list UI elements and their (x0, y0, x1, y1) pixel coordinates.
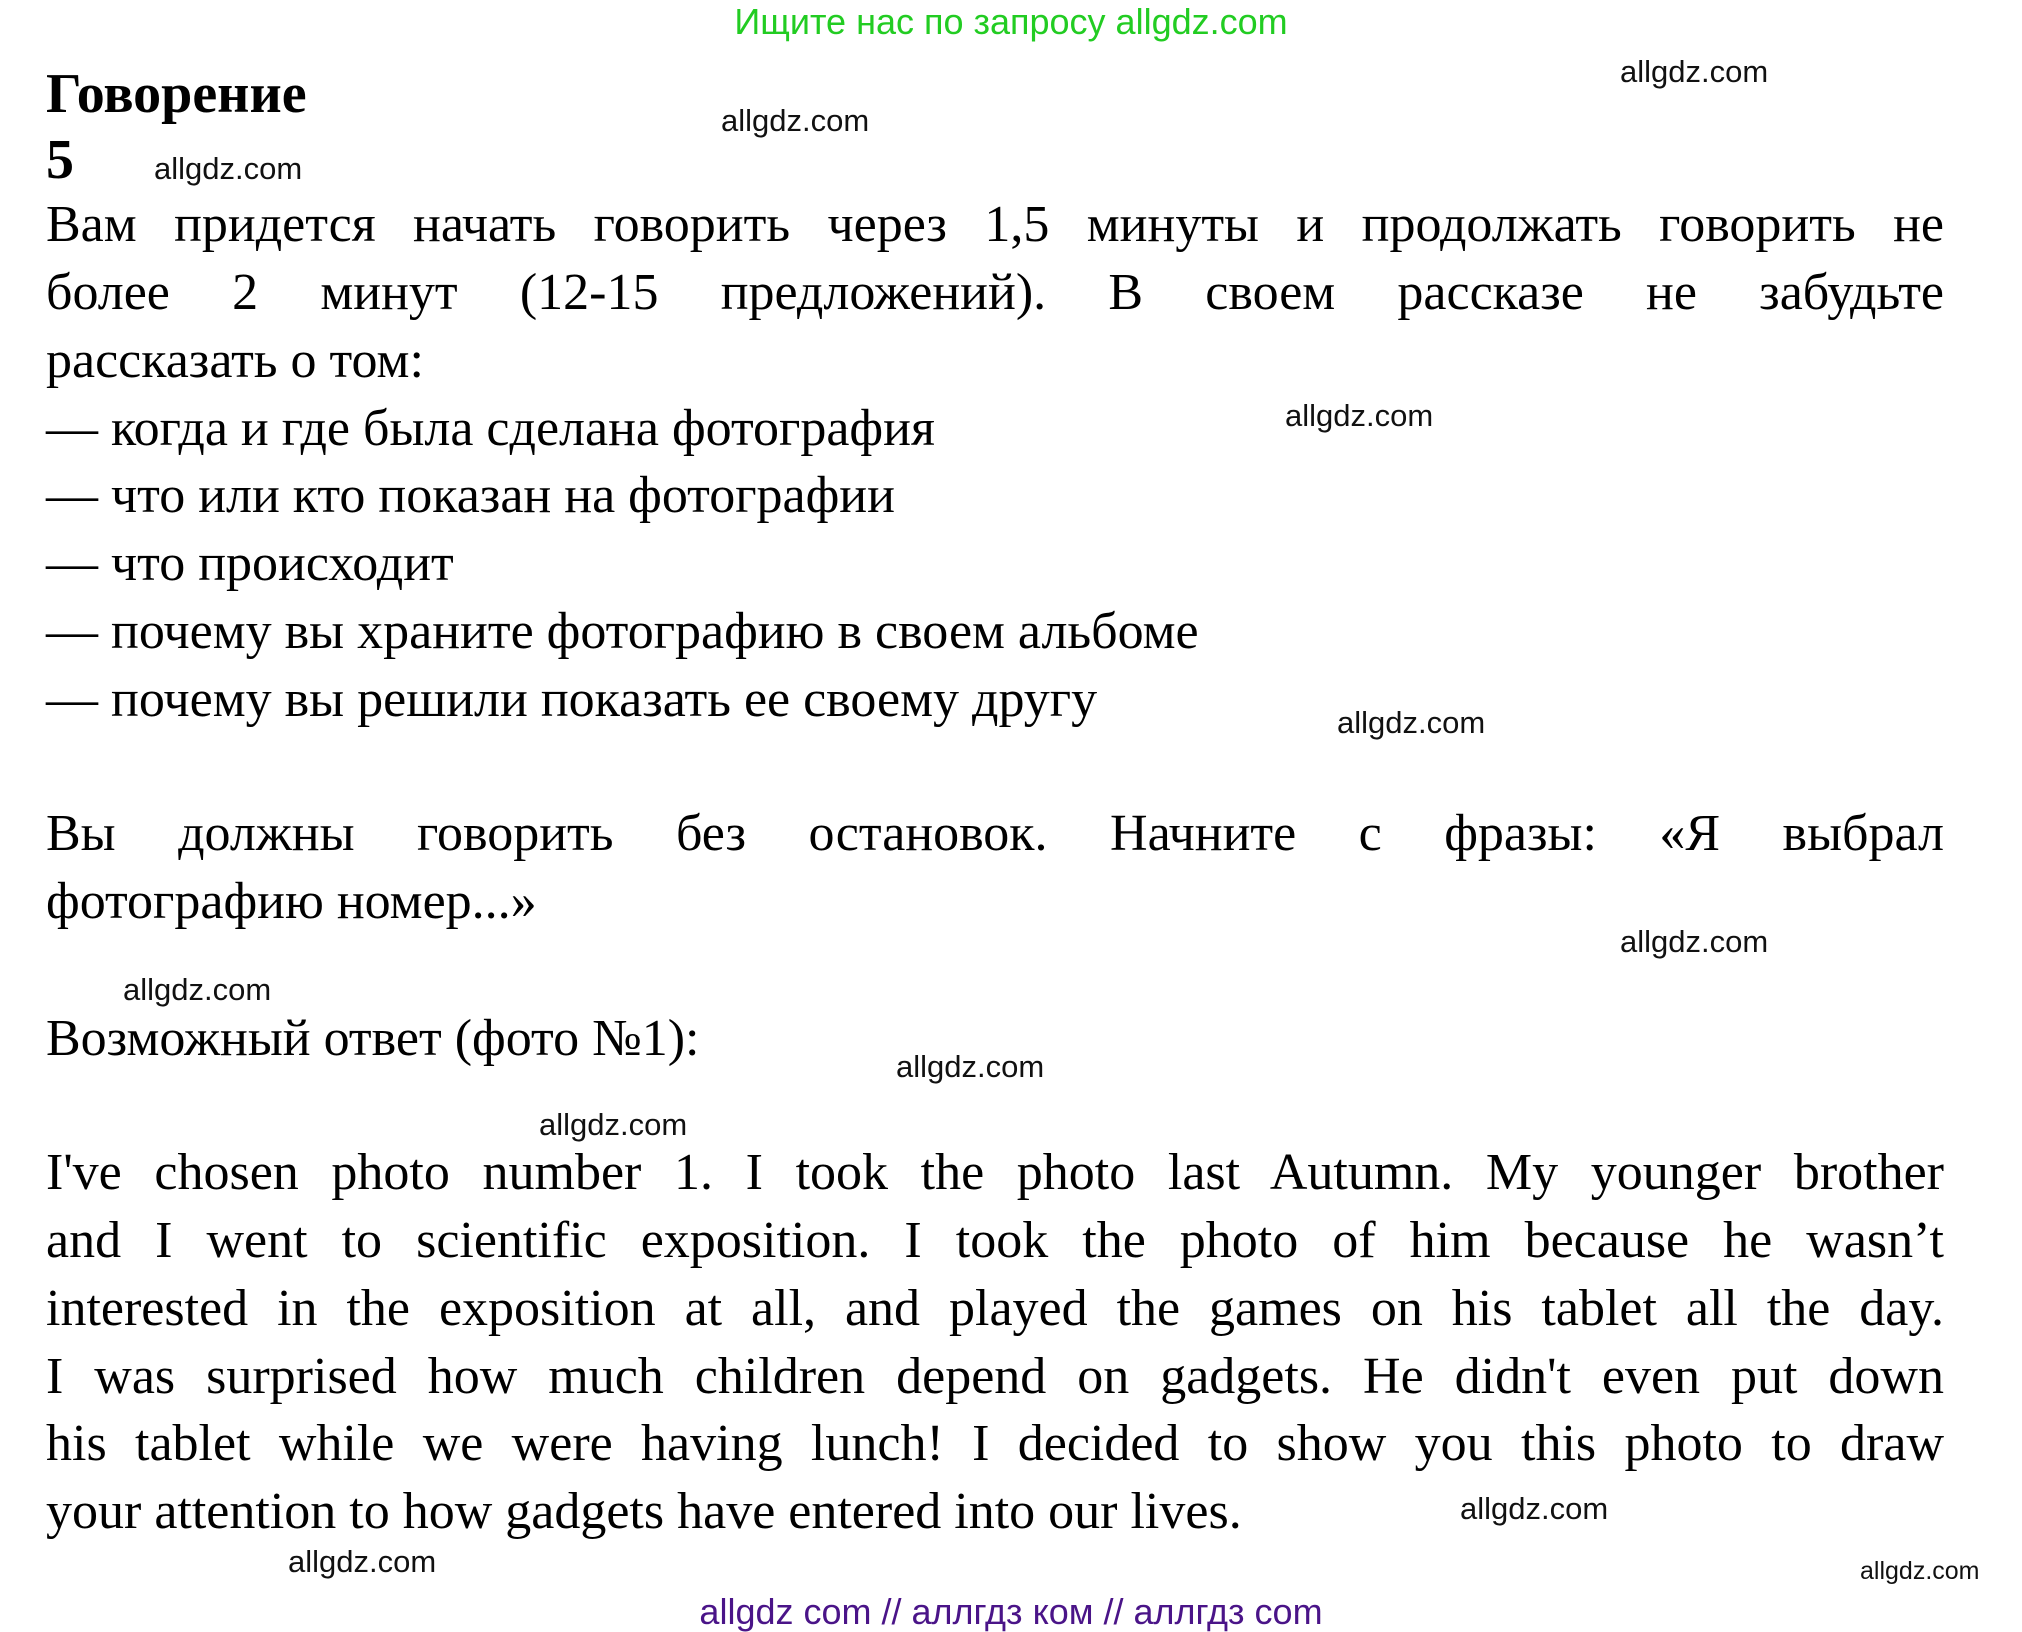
instruction-line: более 2 минут (12-15 предложений). В своем рассказе не забудьте (46, 264, 1944, 321)
watermark: allgdz.com (288, 1544, 437, 1579)
instruction-point: — что или кто показан на фотографии (46, 467, 895, 524)
answer-line: I've chosen photo number 1. I took the photo last Autumn. My younger brother (46, 1144, 1944, 1201)
instruction-point: — что происходит (46, 535, 454, 592)
instruction-point: — почему вы решили показать ее своему другу (46, 671, 1098, 728)
footer-banner: allgdz com // аллгдз ком // аллгдз com (699, 1591, 1323, 1632)
answer-line: your attention to how gadgets have entered into our lives. (46, 1483, 1242, 1540)
instruction-line: рассказать о том: (46, 332, 424, 389)
answer-line: his tablet while we were having lunch! I decided to show you this photo to draw (46, 1415, 1944, 1472)
watermark: allgdz.com (1620, 54, 1769, 89)
answer-line: I was surprised how much children depend on gadgets. He didn't even put down (46, 1348, 1944, 1405)
watermark: allgdz.com (896, 1049, 1045, 1084)
watermark: allgdz.com (1460, 1491, 1609, 1526)
instruction-point: — когда и где была сделана фотография (46, 400, 935, 457)
watermark: allgdz.com (721, 103, 870, 138)
answer-line: and I went to scientific exposition. I took the photo of him because he wasn’t (46, 1212, 1944, 1269)
instruction-closing: Вы должны говорить без остановок. Начните с фразы: «Я выбрал (46, 805, 1944, 862)
instruction-point: — почему вы храните фотографию в своем альбоме (46, 603, 1199, 660)
watermark: allgdz.com (1860, 1557, 1980, 1585)
watermark: allgdz.com (154, 151, 303, 186)
watermark: allgdz.com (1620, 924, 1769, 959)
answer-line: interested in the exposition at all, and played the games on his tablet all the day. (46, 1280, 1944, 1337)
watermark: allgdz.com (1337, 705, 1486, 740)
watermark: allgdz.com (539, 1107, 688, 1142)
task-number: 5 (46, 129, 74, 191)
instruction-closing: фотографию номер...» (46, 873, 537, 930)
instruction-line: Вам придется начать говорить через 1,5 минуты и продолжать говорить не (46, 196, 1944, 253)
section-title: Говорение (46, 63, 307, 125)
answer-heading: Возможный ответ (фото №1): (46, 1010, 700, 1067)
header-banner: Ищите нас по запросу allgdz.com (734, 1, 1288, 42)
watermark: allgdz.com (123, 972, 272, 1007)
watermark: allgdz.com (1285, 398, 1434, 433)
